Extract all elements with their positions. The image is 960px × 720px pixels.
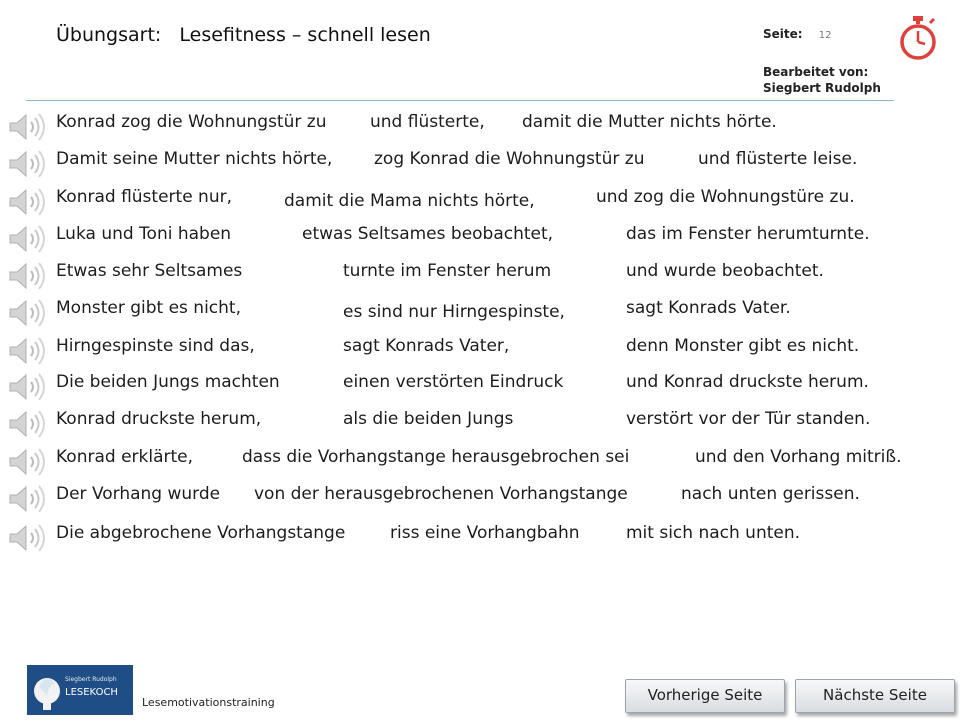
page-number: 12 [818, 30, 832, 41]
sentence-row [0, 368, 960, 398]
sentence-row [0, 332, 960, 362]
speaker-icon[interactable] [7, 336, 51, 366]
speaker-icon[interactable] [7, 149, 51, 179]
page-meta [763, 26, 881, 95]
exercise-title [56, 24, 431, 46]
sentence-part-3: verstört vor der Tür standen. [626, 409, 871, 429]
editor-name: Siegbert Rudolph [763, 81, 881, 95]
logo-small-text: Siegbert Rudolph [65, 676, 117, 683]
sentence-part-2: es sind nur Hirngespinste, [343, 302, 565, 322]
speaker-icon[interactable] [7, 261, 51, 291]
sentence-part-2: und flüsterte, [370, 112, 485, 132]
speaker-icon[interactable] [7, 187, 51, 217]
sentence-part-1: Monster gibt es nicht, [56, 298, 241, 318]
sentence-part-1: Die beiden Jungs machten [56, 372, 280, 392]
sentence-part-1: Etwas sehr Seltsames [56, 261, 243, 281]
sentence-part-1: Hirngespinste sind das, [56, 336, 255, 356]
previous-page-button[interactable]: Vorherige Seite [625, 679, 785, 713]
sentence-part-1: Luka und Toni haben [56, 224, 232, 244]
page-label: Seite: [763, 27, 803, 41]
logo-brand-text: LESEKOCH [65, 687, 118, 698]
sentence-part-3: sagt Konrads Vater. [626, 298, 791, 318]
speaker-icon[interactable] [7, 447, 51, 477]
sentence-part-2: turnte im Fenster herum [343, 261, 552, 281]
sentence-row [0, 405, 960, 435]
sentence-part-3: und Konrad druckste herum. [626, 372, 869, 392]
leselkoch-logo [27, 665, 133, 715]
sentence-part-1: Konrad erklärte, [56, 447, 194, 467]
speaker-icon[interactable] [7, 112, 51, 142]
next-page-button[interactable]: Nächste Seite [795, 679, 955, 713]
sentence-row [0, 519, 960, 549]
sentence-part-2: damit die Mama nichts hörte, [284, 191, 535, 211]
sentence-part-3: mit sich nach unten. [626, 523, 801, 543]
speaker-icon[interactable] [7, 409, 51, 439]
sentence-row [0, 220, 960, 250]
sentence-row [0, 480, 960, 510]
sentence-part-1: Damit seine Mutter nichts hörte, [56, 149, 333, 169]
sentence-part-1: Konrad zog die Wohnungstür zu [56, 112, 327, 132]
sentence-part-3: und zog die Wohnungstüre zu. [596, 187, 855, 207]
header-divider [26, 100, 894, 101]
sentence-row [0, 108, 960, 138]
footer-subtitle: Lesemotivationstraining [142, 696, 275, 709]
sentence-part-1: Die abgebrochene Vorhangstange [56, 523, 346, 543]
sentence-part-2: einen verstörten Eindruck [343, 372, 564, 392]
sentence-part-3: und wurde beobachtet. [626, 261, 824, 281]
sentence-part-2: sagt Konrads Vater, [343, 336, 510, 356]
sentence-row [0, 145, 960, 175]
editor-label: Bearbeitet von: [763, 65, 869, 79]
sentence-part-2: zog Konrad die Wohnungstür zu [374, 149, 645, 169]
sentence-part-3: das im Fenster herumturnte. [626, 224, 870, 244]
sentence-part-3: damit die Mutter nichts hörte. [522, 112, 777, 132]
sentence-part-2: von der herausgebrochenen Vorhangstange [254, 484, 628, 504]
sentence-part-1: Konrad druckste herum, [56, 409, 262, 429]
speaker-icon[interactable] [7, 372, 51, 402]
sentence-part-3: denn Monster gibt es nicht. [626, 336, 860, 356]
speaker-icon[interactable] [7, 484, 51, 514]
sentence-part-1: Konrad flüsterte nur, [56, 187, 233, 207]
sentence-row [0, 183, 960, 213]
sentence-part-2: riss eine Vorhangbahn [390, 523, 580, 543]
sentence-row [0, 257, 960, 287]
stopwatch-icon[interactable] [896, 14, 940, 62]
exercise-name: Lesefitness – schnell lesen [179, 24, 431, 46]
sentence-part-3: und den Vorhang mitriß. [695, 447, 902, 467]
speaker-icon[interactable] [7, 523, 51, 553]
exercise-label: Übungsart: [56, 24, 162, 46]
sentence-row [0, 443, 960, 473]
speaker-icon[interactable] [7, 224, 51, 254]
sentence-row [0, 294, 960, 324]
speaker-icon[interactable] [7, 298, 51, 328]
logo-image [27, 665, 133, 715]
sentence-part-1: Der Vorhang wurde [56, 484, 221, 504]
sentence-part-2: als die beiden Jungs [343, 409, 514, 429]
sentence-part-3: und flüsterte leise. [698, 149, 858, 169]
sentence-part-3: nach unten gerissen. [681, 484, 860, 504]
sentence-part-2: etwas Seltsames beobachtet, [302, 224, 554, 244]
sentence-part-2: dass die Vorhangstange herausgebrochen sei [242, 447, 630, 467]
